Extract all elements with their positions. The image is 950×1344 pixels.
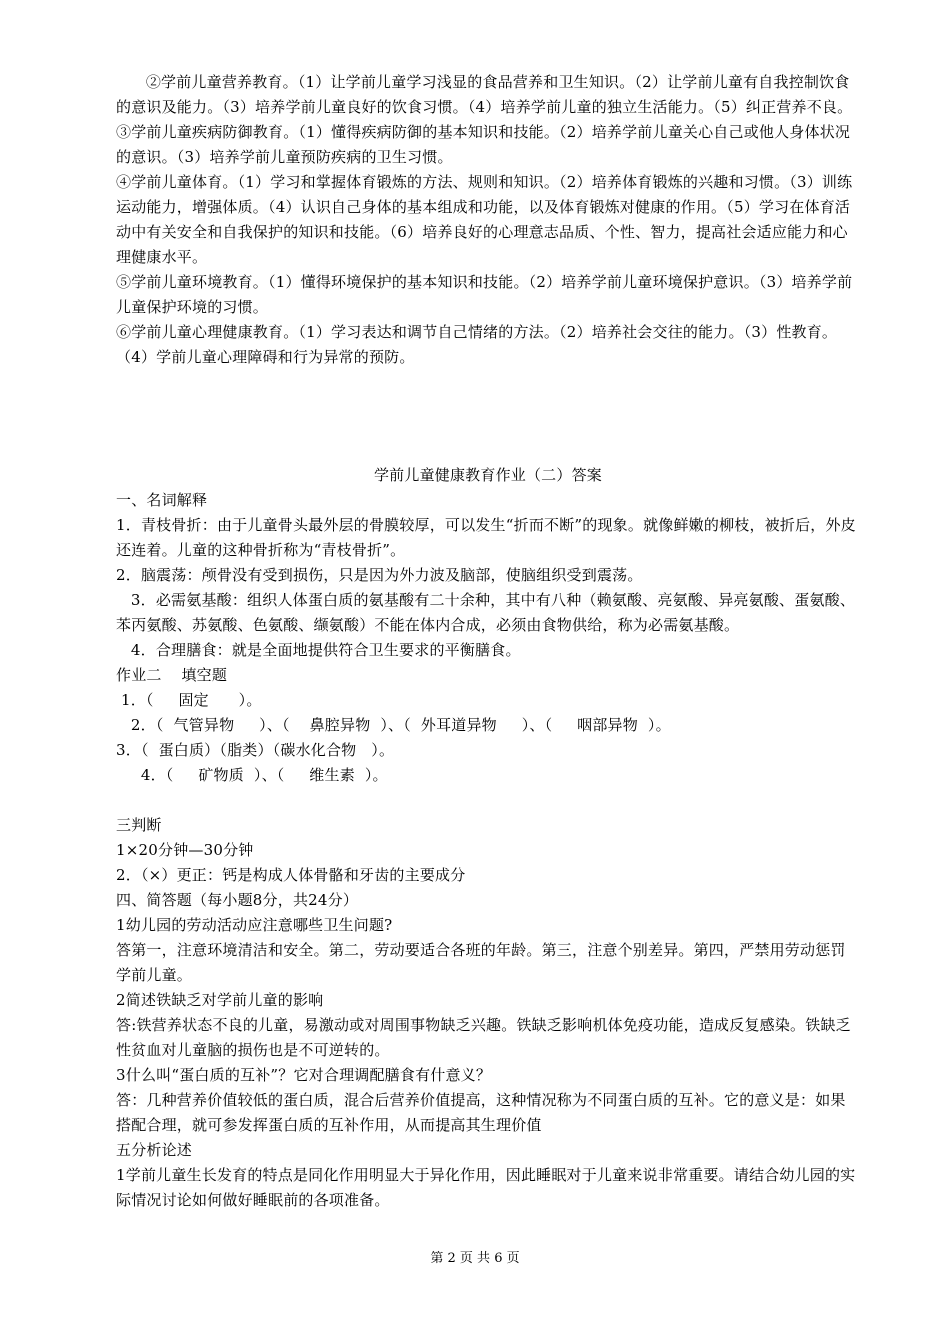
section-heading-fill-blanks: 作业二 填空题: [116, 666, 228, 684]
short-answer-question: 1幼儿园的劳动活动应注意哪些卫生问题?: [116, 916, 393, 934]
term-item: 3．必需氨基酸：组织人体蛋白质的氨基酸有二十余种，其中有八种（赖氨酸、亮氨酸、异亮氨酸、蛋氨酸、苯丙氨酸、苏氨酸、色氨酸、缬氨酸）不能在体内合成，必须由食物供给，称为必需氨基酸。: [116, 591, 856, 634]
paragraph-disease-prevention: ③学前儿童疾病防御教育。（1）懂得疾病防御的基本知识和技能。（2）培养学前儿童关心自己或他人身体状况的意识。（3）培养学前儿童预防疾病的卫生习惯。: [116, 123, 851, 166]
section-heading-analysis: 五分析论述: [116, 1141, 193, 1159]
paragraph-environment: ⑤学前儿童环境教育。（1）懂得环境保护的基本知识和技能。（2）培养学前儿童环境保护意识。（3）培养学前儿童保护环境的习惯。: [116, 273, 853, 316]
answer-title: 学前儿童健康教育作业（二）答案: [373, 466, 602, 484]
section-heading-judgement: 三判断: [116, 816, 162, 834]
short-answer-answer: 答:铁营养状态不良的儿童，易激动或对周围事物缺乏兴趣。铁缺乏影响机体免疫功能，造成反复感染。铁缺乏性贫血对儿童脑的损伤也是不可逆转的。: [116, 1016, 851, 1059]
fill-blank-item: 1．（ 固定 ）。: [116, 691, 262, 709]
short-answer-question: 3什么叫“蛋白质的互补”？它对合理调配膳食有什意义？: [116, 1066, 492, 1084]
section-heading-short-answer: 四、简答题（每小题8分，共24分）: [116, 891, 359, 909]
section-heading-terms: 一、名词解释: [116, 491, 208, 509]
short-answer-answer: 答：几种营养价值较低的蛋白质，混合后营养价值提高，这种情况称为不同蛋白质的互补。它的意义是：如果搭配合理，就可参发挥蛋白质的互补作用，从而提高其生理价值: [116, 1091, 846, 1134]
fill-blank-item: 3．（ 蛋白质）（脂类）（碳水化合物 ）。: [116, 741, 395, 759]
term-item: 1．青枝骨折：由于儿童骨头最外层的骨膜较厚，可以发生“折而不断”的现象。就像鲜嫩的柳枝，被折后，外皮还连着。儿童的这种骨折称为“青枝骨折”。: [116, 516, 856, 559]
term-item: 2．脑震荡：颅骨没有受到损伤，只是因为外力波及脑部，使脑组织受到震荡。: [116, 566, 643, 584]
judgement-item: 2．（×）更正：钙是构成人体骨骼和牙齿的主要成分: [116, 866, 466, 884]
paragraph-physical-education: ④学前儿童体育。（1）学习和掌握体育锻炼的方法、规则和知识。（2）培养体育锻炼的兴趣和习惯。（3）训练运动能力，增强体质。（4）认识自己身体的基本组成和功能，以及体育锻炼对健康的作用。（5）学习在体育活动中有关安全和自我保护的知识和技能。（6）培养良好的心理意志品质、个性、智力，提高社会适应能力和心理健康水平。: [116, 173, 853, 266]
judgement-item: 1×20分钟—30分钟: [116, 841, 254, 859]
paragraph-nutrition: ②学前儿童营养教育。（1）让学前儿童学习浅显的食品营养和卫生知识。（2）让学前儿童有自我控制饮食的意识及能力。（3）培养学前儿童良好的饮食习惯。（4）培养学前儿童的独立生活能力。（5）纠正营养不良。: [116, 73, 853, 116]
page-footer: 第 2 页 共 6 页: [430, 1251, 520, 1266]
short-answer-answer: 答第一，注意环境清洁和安全。第二，劳动要适合各班的年龄。第三，注意个别差异。第四，严禁用劳动惩罚学前儿童。: [116, 941, 846, 984]
paragraph-mental-health: ⑥学前儿童心理健康教育。（1）学习表达和调节自己情绪的方法。（2）培养社会交往的能力。（3）性教育。（4）学前儿童心理障碍和行为异常的预防。: [116, 323, 838, 366]
fill-blank-item: 4．（ 矿物质 ）、（ 维生素 ）。: [116, 766, 388, 784]
fill-blank-item: 2．（ 气管异物 ）、（ 鼻腔异物 ）、（ 外耳道异物 ）、（ 咽部异物 ）。: [116, 716, 671, 734]
term-item: 4．合理膳食：就是全面地提供符合卫生要求的平衡膳食。: [116, 641, 521, 659]
analysis-question: 1学前儿童生长发育的特点是同化作用明显大于异化作用，因此睡眠对于儿童来说非常重要。请结合幼儿园的实际情况讨论如何做好睡眠前的各项准备。: [116, 1166, 856, 1209]
judgement-and-answers: [116, 813, 860, 1213]
top-section: [116, 70, 860, 370]
answer-section: [116, 463, 860, 788]
short-answer-question: 2简述铁缺乏对学前儿童的影响: [116, 991, 324, 1009]
